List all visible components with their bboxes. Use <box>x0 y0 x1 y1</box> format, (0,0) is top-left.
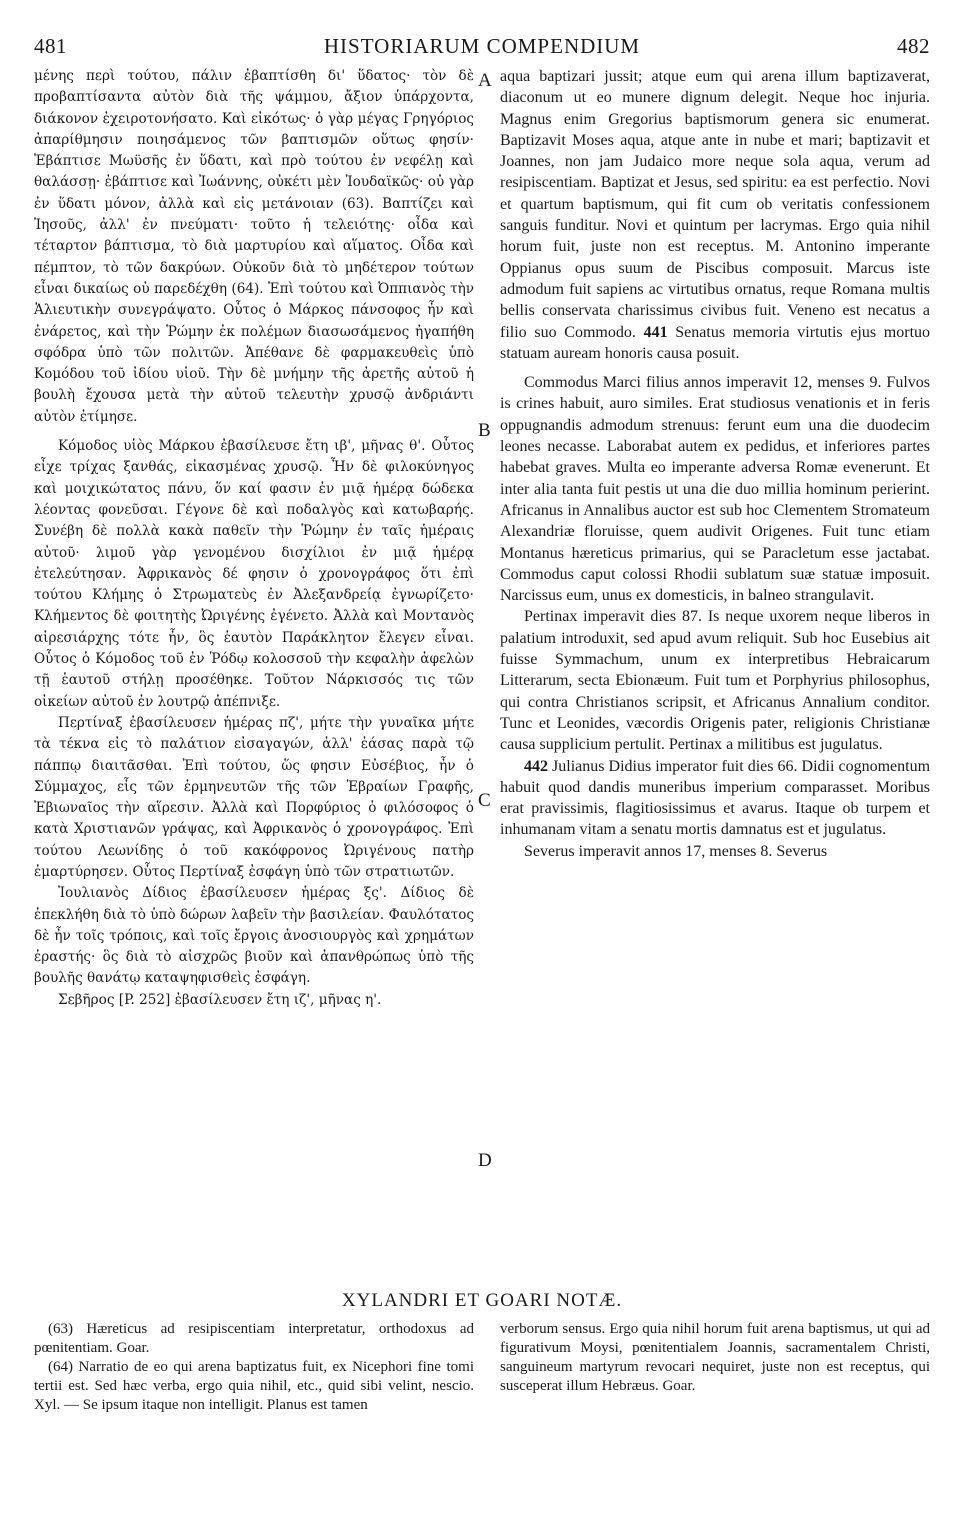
latin-paragraph: Commodus Marci filius annos imperavit 12, menses 9. Fulvos is crines habuit, auro similes. Erat studiosus venationis et in feris oppugnandis admodum strenuus: ferunt eum una die duodecim leones necasse. Laborabat autem ex pedidus, et inferiores partes habebat graves. Multa eo imperante adversa Romæ evenerunt. Et inter alia tanta fuit pestis ut una die duo millia hominum perierint. Africanus in Annalibus auctor est sub hoc Clementem Stromateum Alexandriæ floruisse, quem audivit Origenes. Fuit tunc etiam Montanus hæreticus primarius, qui se Paracletum esse jactabat. Commodus caput colossi Rhodii sublatum suæ statuæ imposuit. Narcissus eum, unus ex domesticis, in balneo strangulavit. <box>500 374 930 605</box>
running-title: HISTORIARUM COMPENDIUM <box>323 34 641 58</box>
latin-paragraph <box>500 756 930 841</box>
greek-paragraph: Περτίναξ ἐβασίλευσεν ἡμέρας πζ', μήτε τὴν γυναῖκα μήτε τὰ τέκνα εἰς τὸ παλάτιον εἰσαγαγών, ἀλλ' ἐάσας παρὰ τῷ πάππῳ διαιτᾶσθαι. Ἐπὶ τούτου, ὥς φησιν Εὐσέβιος, ἦν ὁ Σύμμαχος, εἷς τῶν ἑρμηνευτῶν τῆς τῶν Ἑβραίων Γραφῆς, Ἐβιωναῖος τὴν αἵρεσιν. Ἀλλὰ καὶ Πορφύριος ὁ φιλόσοφος ὁ κατὰ Χριστιανῶν γράψας, καὶ Ἀφρικανὸς ὁ χρονογράφος. Ἐπὶ τούτου Λεωνίδης ὁ τοῦ κακόφρονος Ὠριγένους πατὴρ ἐμαρτύρησεν. Οὗτος Περτίναξ ἐσφάγη ὑπὸ τῶν στρατιωτῶν. <box>34 714 474 880</box>
page-number-left: 481 <box>34 34 67 58</box>
latin-column <box>500 66 930 862</box>
section-marker-a: A <box>478 70 492 91</box>
latin-text: Julianus Didius imperator fuit dies 66. Didii cognomentum habuit quod dandis muneribus imperium comparasset. Moribus erat pravissimis, flagitiosissimus et avarus. Itaque ob turpem et inhumanam vitam a senatu mortis damnatus est et jugulatus. <box>500 757 931 839</box>
latin-paragraph: Pertinax imperavit dies 87. Is neque uxorem neque liberos in palatium introduxit, sed apud avum reliquit. Sub hoc Eusebius ait fuisse Symmachum, unum ex interpretibus Hebraicarum Litterarum, secta Ebionæum. Fuit tum et Porphyrius philosophus, qui contra Christianos scripsit, et Africanus Annalium conditor. Tunc et Leonides, væcordis Origenis pater, religionis Christianæ causa supplicium pertulit. Pertinax a militibus est jugulatus. <box>500 608 930 754</box>
section-number: 442 <box>524 757 548 775</box>
section-number: 441 <box>643 323 668 341</box>
footnote: (64) Narratio de eo qui arena baptizatus fuit, ex Nicephori fine tomi tertii est. Sed hæc verba, ergo quia nihil, etc., quid sibi velint, nescio. Xyl. — Se ipsum itaque non intelligit. Planus est tamen <box>34 1359 474 1413</box>
section-marker-b: B <box>478 420 491 441</box>
greek-paragraph: μένης περὶ τούτου, πάλιν ἐβαπτίσθη δι' ὕδατος· τὸν δὲ προβαπτίσαντα αὐτὸν διὰ τῆς ψάμμου, ἄξιον ὑπάρχοντα, διάκονον ἐχειροτονήσατο. Καὶ εἰκότως· ὁ γὰρ μέγας Γρηγόριος ἀπαρίθμησιν ποιησάμενος τῶν βαπτισμῶν οὕτως φησίν· Ἐβάπτισε Μωϋσῆς ἐν ὕδατι, καὶ πρὸ τούτου ἐν νεφέλῃ καὶ θαλάσσῃ· ἐβάπτισε καὶ Ἰωάννης, οὐκέτι μὲν Ἰουδαϊκῶς· οὐ γὰρ ἐν ὕδατι μόνον, ἀλλὰ καὶ εἰς μετάνοιαν (63). Βαπτίζει καὶ Ἰησοῦς, ἀλλ' ἐν πνεύματι· τοῦτο ἡ τελειότης· οἶδα καὶ τέταρτον βάπτισμα, τὸ διὰ μαρτυρίου καὶ αἵματος. Οἶδα καὶ πέμπτον, τὸ τῶν δακρύων. Οὐκοῦν διὰ τὸ μηδέτερον τούτων εἶναι δικαίως οὐ παρεδέχθη (64). Ἐπὶ τούτου καὶ Ὀππιανὸς τὴν Ἁλιευτικὴν συνεγράψατο. Οὗτος ὁ Μάρκος πάνσοφος ἦν καὶ ἐνάρετος, καὶ τὴν Ῥώμην ἐκ πολέμων διασωσάμενος ἠγαπήθη σφόδρα ὑπὸ τῶν πολιτῶν. Ἀπέθανε δὲ φαρμακευθεὶς ὑπὸ Κομόδου τοῦ ἰδίου υἱοῦ. Τὴν δὲ μνήμην τῆς ἀρετῆς αὐτοῦ ἡ βουλὴ ἔχουσα μετὰ τὴν αὐτοῦ τελευτὴν χρυσῷ ἀνδριάντι αὐτὸν ἐτίμησε. <box>34 68 474 425</box>
footnote: (63) Hæreticus ad resipiscentiam interpretatur, orthodoxus ad pœnitentiam. Goar. <box>34 1321 474 1356</box>
footnote: verborum sensus. Ergo quia nihil horum fuit arena baptismus, ut qui ad figurativum Moysi, pœnitentialem Joannis, sacramentalem Christi, sanguineum martyrum revocari nequiret, juste non est receptus, qui susceperat illum Hebræus. Goar. <box>500 1321 930 1394</box>
page-number-right: 482 <box>897 34 930 58</box>
greek-column <box>34 66 474 1011</box>
notes-left-column <box>34 1320 474 1415</box>
latin-text: aqua baptizari jussit; atque eum qui arena illum baptizaverat, diaconum ut eo munere dignum delegit. Neque hoc injuria. Magnus enim Gregorius baptismorum genera sic enumerat. Baptizavit Moses aqua, atque ante in nube et mari; baptizavit et Joannes, non jam Judaico more neque sola aqua, verum ad resipiscentiam. Baptizat et Jesus, sed spiritu: ea est perfectio. Novi et quartum baptismum, qui fit cum ob veritatis confessionem sanguis funditur. Novi et quintum per lacrymas. Ergo quia nihil horum fuit, juste non est receptus. M. Antonino imperante Oppianus opus suum de Piscibus composuit. Marcus iste admodum fuit sapiens ac virtutibus ornatus, reque Romana multis bellis conservata charissimus civibus fuit. Veneno est necatus a filio suo Commodo. <box>500 68 930 341</box>
greek-paragraph: Κόμοδος υἱὸς Μάρκου ἐβασίλευσε ἔτη ιβ', μῆνας θ'. Οὗτος εἶχε τρίχας ξανθάς, εἰκασμένας χρυσῷ. Ἦν δὲ φιλοκύνηγος καὶ μοιχικώτατος πάνυ, ὅν καί φασιν ἐν μιᾷ ἡμέρᾳ δώδεκα λέοντας φονεῦσαι. Γέγονε δὲ καὶ ποδαλγὸς καὶ κατωβαρής. Συνέβη δὲ πολλὰ κακὰ παθεῖν τὴν Ῥώμην ἐν ταῖς ἡμέραις αὐτοῦ· λιμοῦ γὰρ γενομένου δισχίλιοι ἐν μιᾷ ἡμέρᾳ ἐτελεύτησαν. Ἀφρικανὸς δέ φησιν ὁ χρονογράφος ὅτι ἐπὶ τούτου Κλήμης ὁ Στρωματεὺς ἐν Ἀλεξανδρείᾳ ἐγνωρίζετο· Κλήμεντος δὲ φοιτητὴς Ὠριγένης ἐγένετο. Ἀλλὰ καὶ Μοντανὸς αἱρεσιάρχης τότε ἦν, ὃς ἑαυτὸν Παράκλητον ἔλεγεν εἶναι. Οὗτος ὁ Κόμοδος τοῦ ἐν Ῥόδῳ κολοσσοῦ τὴν κεφαλὴν ἀφελὼν τῇ ἑαυτοῦ στήλῃ προσέθηκε. Τοῦτον Νάρκισσός τις τῶν οἰκείων αὐτοῦ ἐν λουτρῷ ἀπέπνιξε. <box>34 438 474 710</box>
latin-paragraph <box>500 66 930 364</box>
section-marker-d: D <box>478 1150 492 1171</box>
running-header <box>34 34 930 60</box>
greek-paragraph: Σεβῆρος [P. 252] ἐβασίλευσεν ἔτη ιζ', μῆνας η'. <box>58 991 382 1008</box>
latin-text: Senatus memoria virtutis ejus mortuo statuam auream honoris causa posuit. <box>500 323 931 362</box>
notes-right-column <box>500 1320 930 1396</box>
latin-paragraph: Severus imperavit annos 17, menses 8. Severus <box>524 842 828 860</box>
section-marker-c: C <box>478 790 491 811</box>
greek-paragraph: Ἰουλιανὸς Δίδιος ἐβασίλευσεν ἡμέρας ξς'. Δίδιος δὲ ἐπεκλήθη διὰ τὸ ὑπὸ δώρων λαβεῖν τὴν βασιλείαν. Φαυλότατος δὲ ἦν τοῖς τρόποις, καὶ τοῖς ἔργοις ἀνοσιουργὸς καὶ χρημάτων ἐραστής· ὃς διὰ τὸ αἰσχρῶς βιοῦν καὶ ἀπανθρώπως ὑπὸ τῆς βουλῆς θανάτῳ καταψηφισθεὶς ἐσφάγη. <box>34 885 474 987</box>
notes-heading: XYLANDRI ET GOARI NOTÆ. <box>341 1290 623 1311</box>
